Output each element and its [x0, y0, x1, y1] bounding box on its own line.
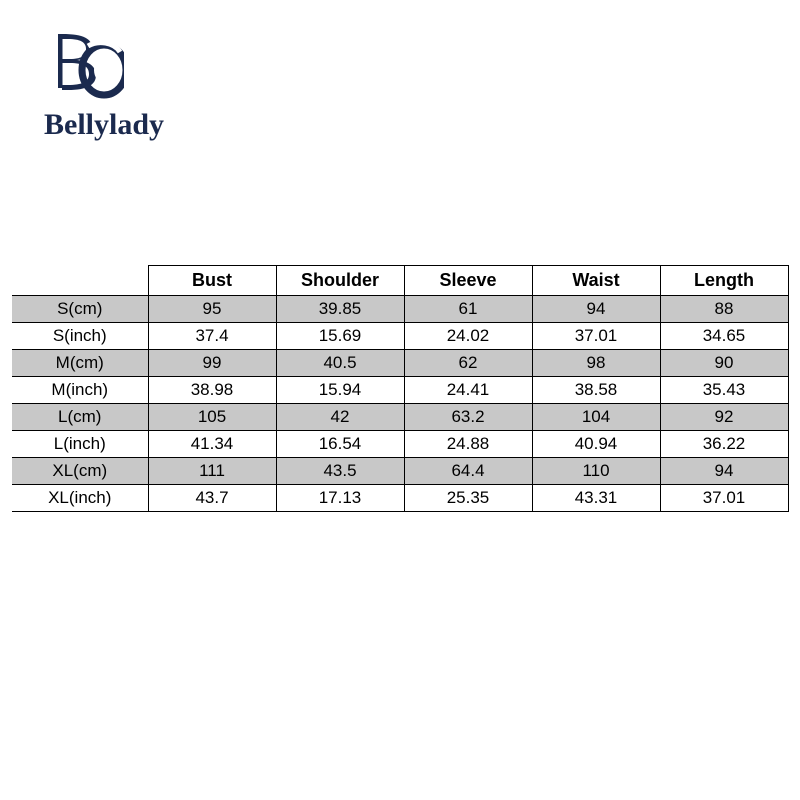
cell-sleeve: 24.88 [404, 431, 532, 458]
table-row [12, 485, 788, 512]
cell-bust: 111 [148, 458, 276, 485]
cell-bust: 43.7 [148, 485, 276, 512]
cell-sleeve: 62 [404, 350, 532, 377]
cell-length: 36.22 [660, 431, 788, 458]
cell-waist: 43.31 [532, 485, 660, 512]
cell-shoulder: 43.5 [276, 458, 404, 485]
cell-shoulder: 17.13 [276, 485, 404, 512]
bellylady-monogram-icon [44, 26, 124, 106]
cell-bust: 99 [148, 350, 276, 377]
cell-waist: 94 [532, 296, 660, 323]
cell-sleeve: 63.2 [404, 404, 532, 431]
row-label: L(cm) [12, 404, 148, 431]
cell-length: 34.65 [660, 323, 788, 350]
size-chart [12, 265, 788, 512]
cell-length: 90 [660, 350, 788, 377]
row-label: S(cm) [12, 296, 148, 323]
cell-waist: 110 [532, 458, 660, 485]
cell-waist: 37.01 [532, 323, 660, 350]
cell-sleeve: 24.02 [404, 323, 532, 350]
table-row [12, 458, 788, 485]
cell-sleeve: 64.4 [404, 458, 532, 485]
cell-length: 94 [660, 458, 788, 485]
row-label: M(inch) [12, 377, 148, 404]
cell-waist: 38.58 [532, 377, 660, 404]
table-header-row [12, 266, 788, 296]
cell-bust: 95 [148, 296, 276, 323]
cell-bust: 38.98 [148, 377, 276, 404]
cell-sleeve: 25.35 [404, 485, 532, 512]
cell-sleeve: 24.41 [404, 377, 532, 404]
column-header-waist: Waist [532, 266, 660, 296]
table-row [12, 404, 788, 431]
brand-name: Bellylady [44, 108, 165, 141]
brand-logo [44, 26, 304, 140]
cell-bust: 41.34 [148, 431, 276, 458]
row-label: M(cm) [12, 350, 148, 377]
table-row [12, 431, 788, 458]
cell-length: 88 [660, 296, 788, 323]
column-header-bust: Bust [148, 266, 276, 296]
table-row [12, 296, 788, 323]
row-label: XL(inch) [12, 485, 148, 512]
cell-length: 92 [660, 404, 788, 431]
table-row [12, 323, 788, 350]
cell-length: 35.43 [660, 377, 788, 404]
cell-waist: 98 [532, 350, 660, 377]
column-header-shoulder: Shoulder [276, 266, 404, 296]
cell-waist: 40.94 [532, 431, 660, 458]
cell-shoulder: 40.5 [276, 350, 404, 377]
cell-shoulder: 15.94 [276, 377, 404, 404]
table-row [12, 377, 788, 404]
row-label: L(inch) [12, 431, 148, 458]
row-label: XL(cm) [12, 458, 148, 485]
cell-shoulder: 15.69 [276, 323, 404, 350]
column-header-sleeve: Sleeve [404, 266, 532, 296]
cell-shoulder: 16.54 [276, 431, 404, 458]
size-table [12, 265, 789, 512]
row-label: S(inch) [12, 323, 148, 350]
cell-bust: 105 [148, 404, 276, 431]
cell-shoulder: 42 [276, 404, 404, 431]
cell-shoulder: 39.85 [276, 296, 404, 323]
table-corner-cell [12, 266, 148, 296]
table-row [12, 350, 788, 377]
cell-length: 37.01 [660, 485, 788, 512]
cell-sleeve: 61 [404, 296, 532, 323]
cell-waist: 104 [532, 404, 660, 431]
cell-bust: 37.4 [148, 323, 276, 350]
column-header-length: Length [660, 266, 788, 296]
